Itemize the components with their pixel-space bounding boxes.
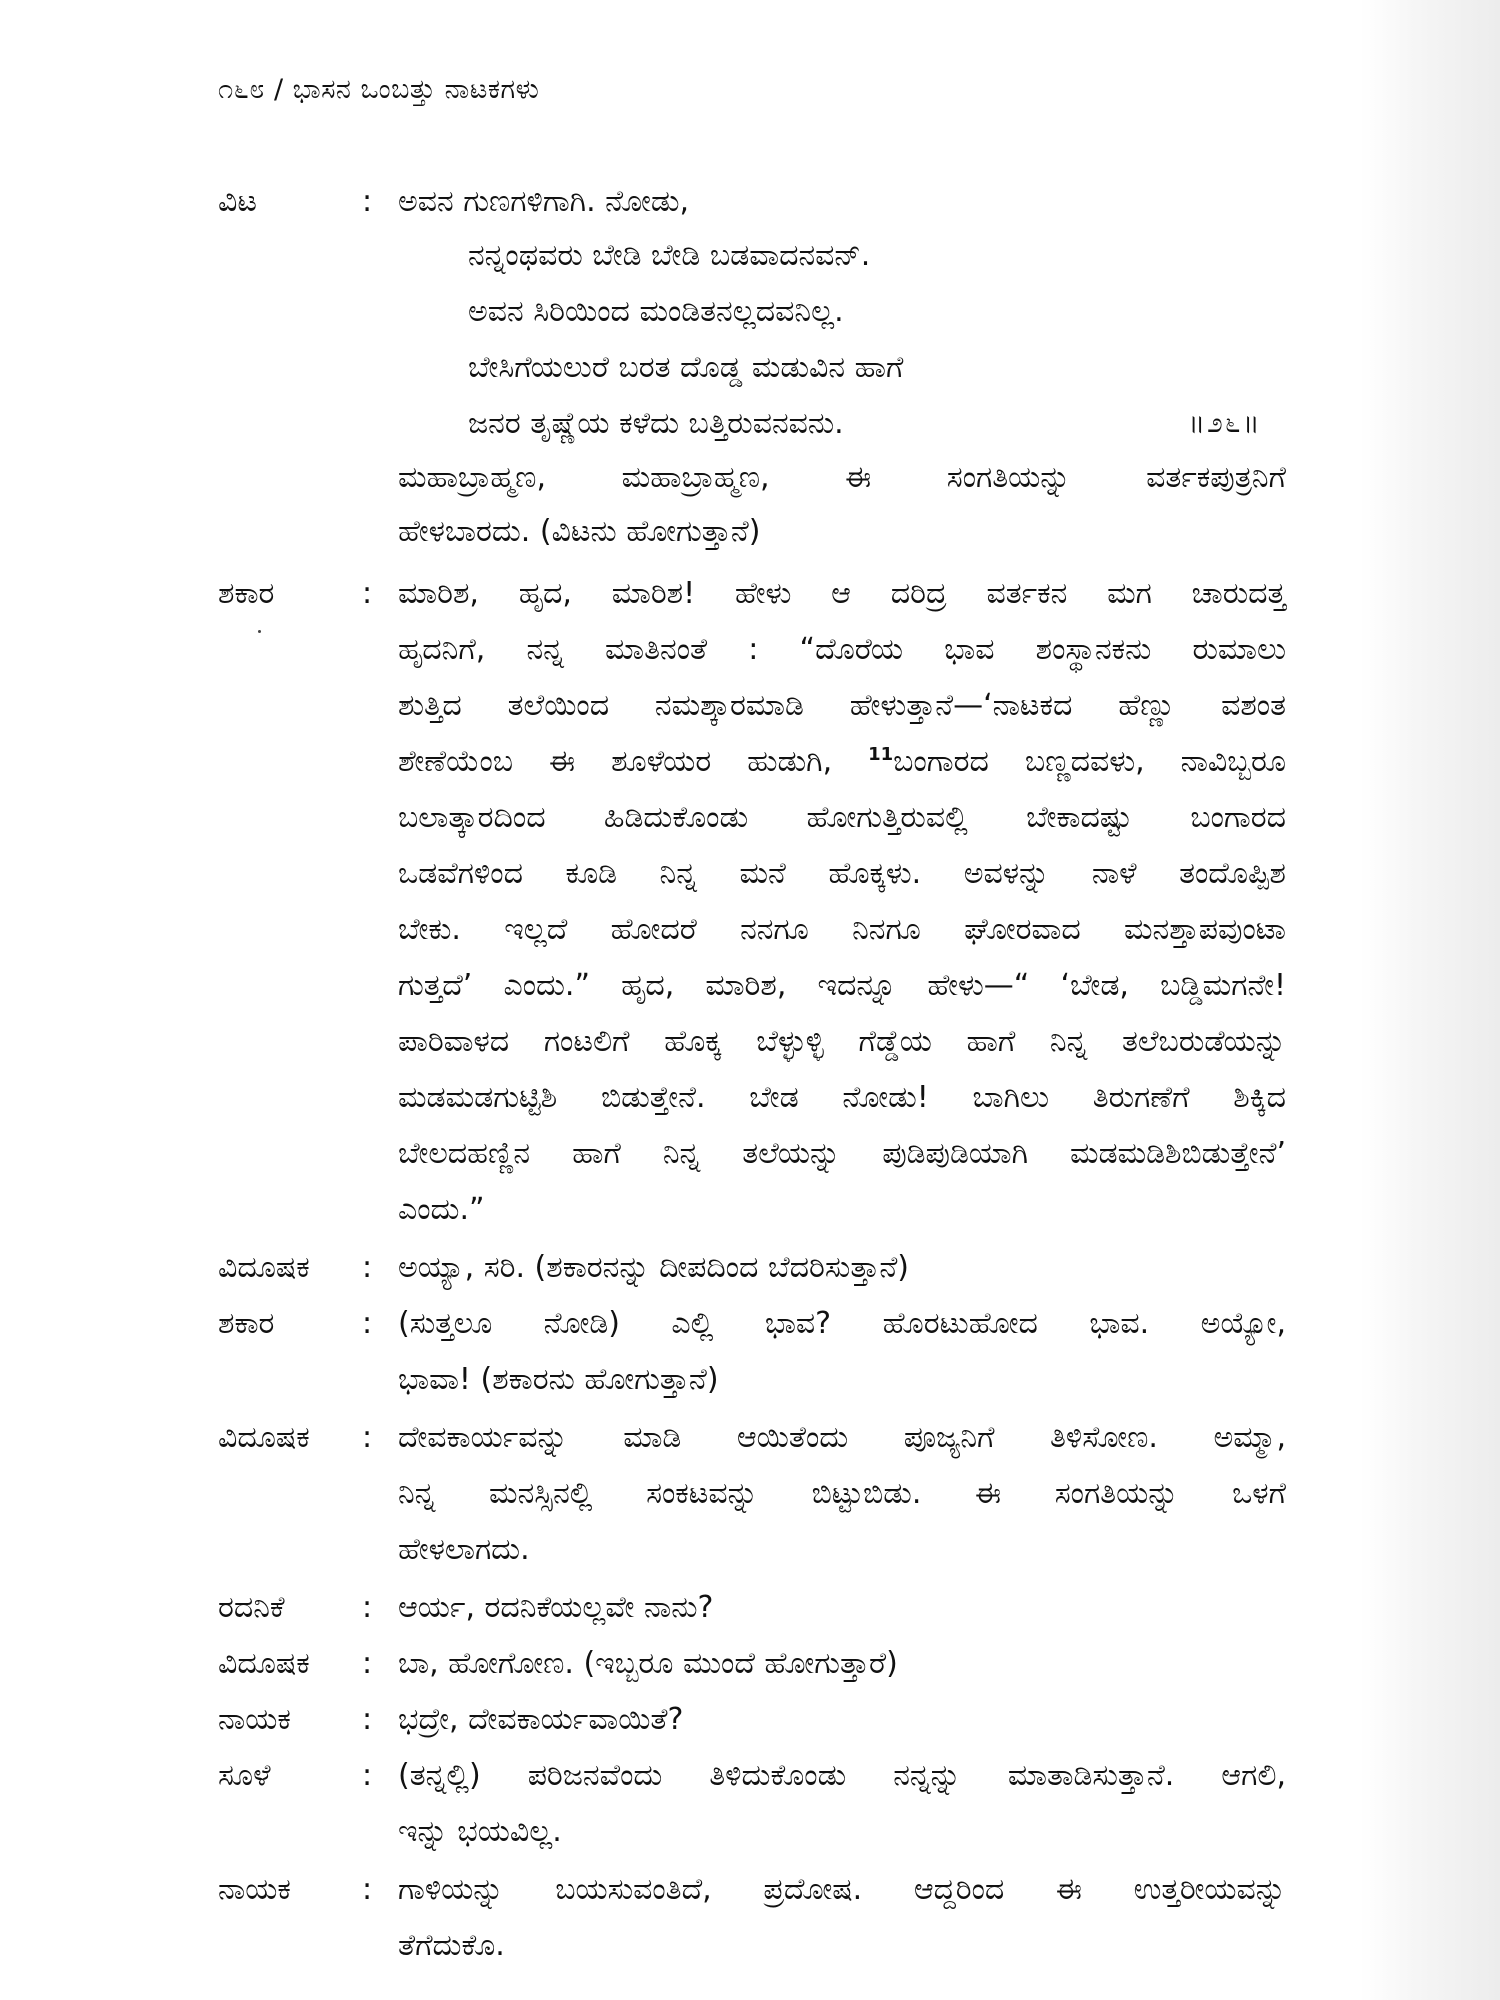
- running-header: ೧೬೮ / ಭಾಸನ ಒಂಬತ್ತು ನಾಟಕಗಳು: [218, 74, 540, 105]
- verse-line: ಬೇಸಿಗೆಯಲುರೆ ಬರತ ದೊಡ್ಡ ಮಡುವಿನ ಹಾಗೆ: [468, 350, 904, 385]
- speech-line: ಗಾಳಿಯನ್ನು ಬಯಸುವಂತಿದೆ, ಪ್ರದೋಷ. ಆದ್ದರಿಂದ ಈ ಉತ್ತರೀಯವನ್ನು: [398, 1872, 1286, 1907]
- speech-line-part: ಶೇಣೆಯೆಂಬ ಈ ಶೂಳೆಯರ ಹುಡುಗಿ,: [398, 744, 833, 779]
- speech-line: ಮಡಮಡಗುಟ್ಟಿಶಿ ಬಿಡುತ್ತೇನೆ. ಬೇಡ ನೋಡು! ಬಾಗಿಲು ತಿರುಗಣೆಗೆ ಶಿಕ್ಕಿದ: [398, 1080, 1286, 1115]
- speech-line: ಗುತ್ತದೆ’ ಎಂದು.” ಹೃದ, ಮಾರಿಶ, ಇದನ್ನೂ ಹೇಳು—“ ‘ಬೇಡ, ಬಡ್ಡಿಮಗನೇ!: [398, 968, 1286, 1003]
- verse-line: ಅವನ ಸಿರಿಯಿಂದ ಮಂಡಿತನಲ್ಲದವನಿಲ್ಲ.: [468, 294, 844, 329]
- speech-line: ಹೇಳಲಾಗದು.: [398, 1532, 530, 1567]
- speech-line: ಇನ್ನು ಭಯವಿಲ್ಲ.: [398, 1814, 562, 1849]
- speaker-name: ಶಕಾರ: [218, 1306, 275, 1341]
- speech-line: ಎಂದು.”: [398, 1192, 485, 1227]
- speech-line: ಅಯ್ಯಾ, ಸರಿ. (ಶಕಾರನನ್ನು ದೀಪದಿಂದ ಬೆದರಿಸುತ್ತಾನೆ): [398, 1250, 909, 1285]
- speech-line: [398, 744, 1286, 779]
- speech-line: ನಿನ್ನ ಮನಸ್ಸಿನಲ್ಲಿ ಸಂಕಟವನ್ನು ಬಿಟ್ಟುಬಿಡು. ಈ ಸಂಗತಿಯನ್ನು ಒಳಗೆ: [398, 1476, 1286, 1511]
- speech-line: (ಸುತ್ತಲೂ ನೋಡಿ) ಎಲ್ಲಿ ಭಾವ? ಹೊರಟುಹೋದ ಭಾವ. ಅಯ್ಯೋ,: [398, 1306, 1286, 1341]
- speaker-colon: :: [362, 1250, 373, 1285]
- speaker-colon: :: [362, 1758, 373, 1793]
- speaker-name: ವಿದೂಷಕ: [218, 1250, 310, 1285]
- speech-line: ಪಾರಿವಾಳದ ಗಂಟಲಿಗೆ ಹೊಕ್ಕ ಬೆಳ್ಳುಳ್ಳಿ ಗೆಡ್ಡೆಯ ಹಾಗೆ ನಿನ್ನ ತಲೆಬರುಡೆಯನ್ನು: [398, 1024, 1286, 1059]
- speaker-colon: :: [362, 184, 373, 219]
- speech-line: ಭದ್ರೇ, ದೇವಕಾರ್ಯವಾಯಿತೆ?: [398, 1702, 684, 1737]
- speaker-colon: :: [362, 1646, 373, 1681]
- speech-line: ಬೇಲದಹಣ್ಣಿನ ಹಾಗೆ ನಿನ್ನ ತಲೆಯನ್ನು ಪುಡಿಪುಡಿಯಾಗಿ ಮಡಮಡಿಶಿಬಿಡುತ್ತೇನೆ’: [398, 1136, 1286, 1171]
- speaker-name: ನಾಯಕ: [218, 1702, 291, 1737]
- speech-line: ಆರ್ಯ, ರದನಿಕೆಯಲ್ಲವೇ ನಾನು?: [398, 1590, 714, 1625]
- speaker-colon: :: [362, 1306, 373, 1341]
- speech-line: (ತನ್ನಲ್ಲಿ) ಪರಿಜನವೆಂದು ತಿಳಿದುಕೊಂಡು ನನ್ನನ್ನು ಮಾತಾಡಿಸುತ್ತಾನೆ. ಆಗಲಿ,: [398, 1758, 1286, 1793]
- speech-line: ಬಲಾತ್ಕಾರದಿಂದ ಹಿಡಿದುಕೊಂಡು ಹೋಗುತ್ತಿರುವಲ್ಲಿ ಬೇಕಾದಷ್ಟು ಬಂಗಾರದ: [398, 800, 1286, 835]
- speaker-name: ಶಕಾರ: [218, 576, 275, 611]
- speech-line: ಶುತ್ತಿದ ತಲೆಯಿಂದ ನಮಶ್ಕಾರಮಾಡಿ ಹೇಳುತ್ತಾನೆ—‘ನಾಟಕದ ಹೆಣ್ಣು ವಶಂತ: [398, 688, 1286, 723]
- speech-line: ದೇವಕಾರ್ಯವನ್ನು ಮಾಡಿ ಆಯಿತೆಂದು ಪೂಜ್ಯನಿಗೆ ತಿಳಿಸೋಣ. ಅಮ್ಮಾ,: [398, 1420, 1286, 1455]
- speaker-colon: :: [362, 576, 373, 611]
- speaker-colon: :: [362, 1590, 373, 1625]
- speech-line: ಅವನ ಗುಣಗಳಿಗಾಗಿ. ನೋಡು,: [398, 184, 690, 219]
- speaker-name: ನಾಯಕ: [218, 1872, 291, 1907]
- speaker-name: ವಿದೂಷಕ: [218, 1420, 310, 1455]
- verse-number: ॥೨೬॥: [1188, 406, 1262, 439]
- speech-line: ಬೇಕು. ಇಲ್ಲದೆ ಹೋದರೆ ನನಗೂ ನಿನಗೂ ಘೋರವಾದ ಮನಶ್ತಾಪವುಂಟಾ: [398, 912, 1286, 947]
- speaker-name: ವಿಟ: [218, 184, 257, 219]
- print-speck: [258, 630, 261, 633]
- speech-line: ಹೇಳಬಾರದು. (ವಿಟನು ಹೋಗುತ್ತಾನೆ): [398, 514, 761, 549]
- speaker-colon: :: [362, 1872, 373, 1907]
- speech-line-part: ಬಂಗಾರದ ಬಣ್ಣದವಳು, ನಾವಿಬ್ಬರೂ: [893, 744, 1287, 779]
- speech-line: ಬಾ, ಹೋಗೋಣ. (ಇಬ್ಬರೂ ಮುಂದೆ ಹೋಗುತ್ತಾರೆ): [398, 1646, 898, 1681]
- speech-line: ಹೃದನಿಗೆ, ನನ್ನ ಮಾತಿನಂತೆ : “ದೊರೆಯ ಭಾವ ಶಂಸ್ಥಾನಕನು ರುಮಾಲು: [398, 632, 1286, 667]
- speech-line: ಒಡವೆಗಳಿಂದ ಕೂಡಿ ನಿನ್ನ ಮನೆ ಹೊಕ್ಕಳು. ಅವಳನ್ನು ನಾಳೆ ತಂದೊಪ್ಪಿಶ: [398, 856, 1286, 891]
- speaker-name: ವಿದೂಷಕ: [218, 1646, 310, 1681]
- footnote-marker: 11: [868, 744, 894, 765]
- speaker-name: ಸೂಳೆ: [218, 1758, 271, 1793]
- speech-line: ಮಾರಿಶ, ಹೃದ, ಮಾರಿಶ! ಹೇಳು ಆ ದರಿದ್ರ ವರ್ತಕನ ಮಗ ಚಾರುದತ್ತ: [398, 576, 1286, 611]
- speaker-colon: :: [362, 1420, 373, 1455]
- speaker-colon: :: [362, 1702, 373, 1737]
- speaker-name: ರದನಿಕೆ: [218, 1590, 285, 1625]
- verse-line: ನನ್ನಂಥವರು ಬೇಡಿ ಬೇಡಿ ಬಡವಾದನವನ್.: [468, 238, 871, 273]
- verse-line: ಜನರ ತೃಷ್ಣೆಯ ಕಳೆದು ಬತ್ತಿರುವನವನು.: [468, 406, 844, 441]
- speech-line: ಭಾವಾ! (ಶಕಾರನು ಹೋಗುತ್ತಾನೆ): [398, 1362, 719, 1397]
- speech-line: ತೆಗೆದುಕೊ.: [398, 1928, 505, 1963]
- page-edge-shadow: [1360, 0, 1500, 2000]
- speech-line: ಮಹಾಬ್ರಾಹ್ಮಣ, ಮಹಾಬ್ರಾಹ್ಮಣ, ಈ ಸಂಗತಿಯನ್ನು ವರ್ತಕಪುತ್ರನಿಗೆ: [398, 460, 1286, 495]
